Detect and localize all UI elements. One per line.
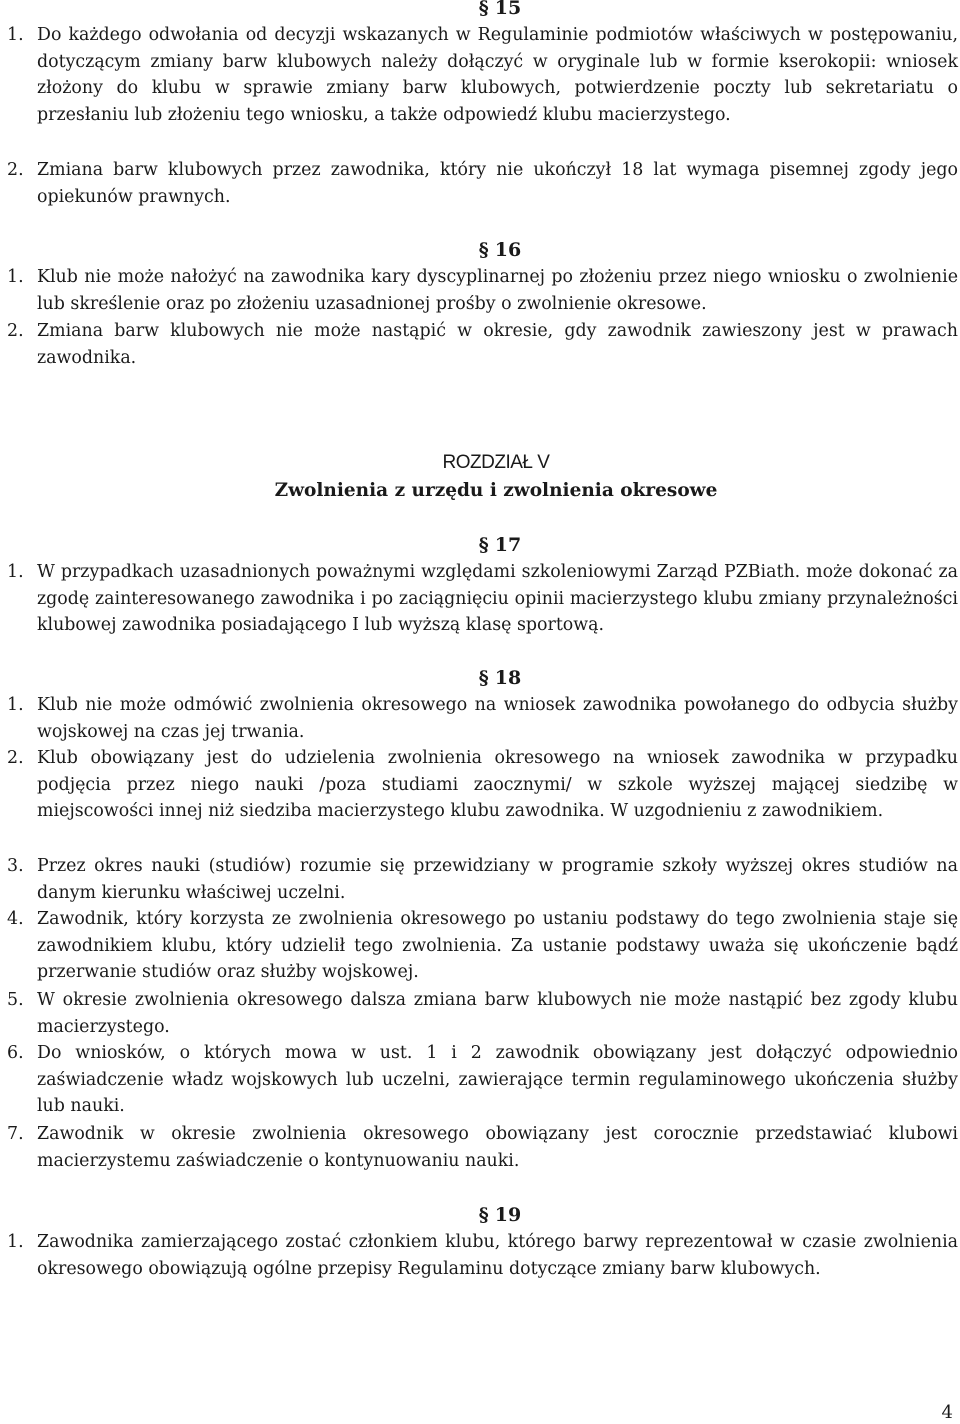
item-text: Zawodnik w okresie zwolnienia okresowego obowiązany jest corocznie przedstawiać klubowi macierzystemu zaświadczenie o kontynuowaniu nauki. bbox=[37, 1124, 958, 1171]
section-sign: § bbox=[478, 0, 489, 19]
item-number: 5. bbox=[7, 990, 24, 1010]
section-heading-18 bbox=[0, 666, 960, 690]
item-text: Zawodnik, który korzysta ze zwolnienia okresowego po ustaniu podstawy do tego zwolnienia staje się zawodnikiem klubu, który udzielił tego zwolnienia. Za ustanie podstawy uważa się ukończenie bądź przerwanie studiów oraz służby wojskowej. bbox=[37, 909, 958, 982]
list-item bbox=[7, 318, 958, 371]
item-text: Klub nie może odmówić zwolnienia okresowego na wniosek zawodnika powołanego do odbycia służby wojskowej na czas jej trwania. bbox=[37, 695, 958, 742]
list-item bbox=[7, 1121, 958, 1174]
list-item bbox=[7, 987, 958, 1040]
section-number: 16 bbox=[494, 239, 522, 261]
item-text: Zmiana barw klubowych nie może nastąpić w okresie, gdy zawodnik zawieszony jest w prawach zawodnika. bbox=[37, 321, 958, 368]
list-item bbox=[7, 692, 958, 745]
item-number: 1. bbox=[7, 695, 24, 715]
list-item bbox=[7, 853, 958, 906]
chapter-title: Zwolnienia z urzędu i zwolnienia okresowe bbox=[274, 480, 718, 501]
item-number: 6. bbox=[7, 1043, 24, 1063]
section-number: 19 bbox=[494, 1204, 522, 1226]
item-text: Do wniosków, o których mowa w ust. 1 i 2 zawodnik obowiązany jest dołączyć odpowiednio zaświadczenie władz wojskowych lub uczelni, zawierające termin regulaminowego ukończenia służby lub nauki. bbox=[37, 1043, 958, 1116]
chapter-number: ROZDZIAŁ V bbox=[442, 452, 550, 473]
item-text: W przypadkach uzasadnionych poważnymi względami szkoleniowymi Zarząd PZBiath. może dokonać za zgodę zainteresowanego zawodnika i po zaciągnięciu opinii macierzystego klubu zmiany przynależności klubowej zawodnika posiadającego I lub wyższą klasę sportową. bbox=[37, 562, 958, 635]
section-number: 18 bbox=[494, 667, 522, 689]
section-sign: § bbox=[478, 1204, 489, 1226]
item-text: Do każdego odwołania od decyzji wskazanych w Regulaminie podmiotów właściwych w postępowaniu, dotyczącym zmiany barw klubowych należy dołączyć w oryginale lub w formie kserokopii: wniosek złożony do klubu w sprawie zmiany barw klubowych, potwierdzenie poczty lub sekretariatu o przesłaniu lub złożeniu tego wniosku, a także odpowiedź klubu macierzystego. bbox=[37, 25, 958, 125]
section-sign: § bbox=[478, 534, 489, 556]
item-number: 2. bbox=[7, 321, 24, 341]
item-number: 1. bbox=[7, 1232, 24, 1252]
item-text: Przez okres nauki (studiów) rozumie się przewidziany w programie szkoły wyższej okres studiów na danym kierunku właściwej uczelni. bbox=[37, 856, 958, 903]
item-number: 1. bbox=[7, 562, 24, 582]
section-heading-19 bbox=[0, 1203, 960, 1227]
list-item bbox=[7, 906, 958, 986]
list-item bbox=[7, 22, 958, 128]
section-sign: § bbox=[478, 239, 489, 261]
section-heading-15 bbox=[0, 0, 960, 20]
list-item bbox=[7, 157, 958, 210]
item-text: Zawodnika zamierzającego zostać członkiem klubu, którego barwy reprezentował w czasie zwolnienia okresowego obowiązują ogólne przepisy Regulaminu dotyczące zmiany barw klubowych. bbox=[37, 1232, 958, 1279]
item-text: Klub nie może nałożyć na zawodnika kary dyscyplinarnej po złożeniu przez niego wniosku o zwolnienie lub skreślenie oraz po złożeniu uzasadnionej prośby o zwolnienie okresowe. bbox=[37, 267, 958, 314]
item-number: 3. bbox=[7, 856, 24, 876]
item-number: 4. bbox=[7, 909, 24, 929]
section-sign: § bbox=[478, 667, 489, 689]
section-heading-16 bbox=[0, 238, 960, 262]
list-item bbox=[7, 1229, 958, 1282]
page-number: 4 bbox=[941, 1402, 953, 1423]
item-text: Zmiana barw klubowych przez zawodnika, który nie ukończył 18 lat wymaga pisemnej zgody jego opiekunów prawnych. bbox=[37, 160, 958, 207]
section-heading-17 bbox=[0, 533, 960, 557]
item-number: 1. bbox=[7, 267, 24, 287]
item-number: 2. bbox=[7, 160, 24, 180]
item-text: W okresie zwolnienia okresowego dalsza zmiana barw klubowych nie może nastąpić bez zgody klubu macierzystego. bbox=[37, 990, 958, 1037]
list-item bbox=[7, 1040, 958, 1120]
item-number: 7. bbox=[7, 1124, 24, 1144]
section-number: 17 bbox=[494, 534, 522, 556]
list-item bbox=[7, 745, 958, 825]
item-number: 2. bbox=[7, 748, 24, 768]
list-item bbox=[7, 559, 958, 639]
list-item bbox=[7, 264, 958, 317]
item-number: 1. bbox=[7, 25, 24, 45]
item-text: Klub obowiązany jest do udzielenia zwolnienia okresowego na wniosek zawodnika w przypadku podjęcia przez niego nauki /poza studiami zaocznymi/ w szkole wyższej mającej siedzibę w miejscowości innej niż siedziba macierzystego klubu zawodnika. W uzgodnieniu z zawodnikiem. bbox=[37, 748, 958, 821]
section-number: 15 bbox=[494, 0, 522, 19]
